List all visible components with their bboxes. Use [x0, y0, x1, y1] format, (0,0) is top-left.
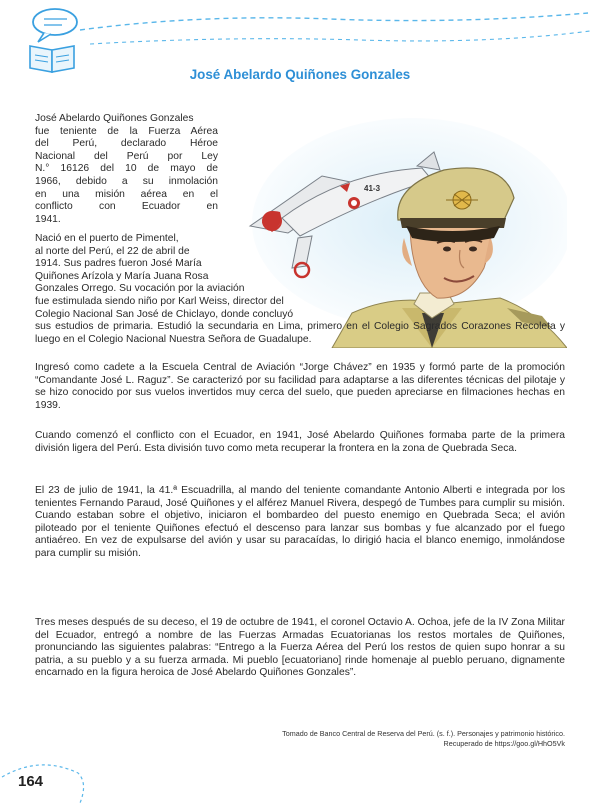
header-decoration [0, 0, 600, 75]
speech-bubble-icon [33, 9, 77, 42]
text-paragraph: El 23 de julio de 1941, la 41.ª Escuadrilla, al mando del teniente comandante Antonio Alberti e integrada por los tenientes Fernando Paraud, José Quiñones y el alférez Manuel Rivera, despegó de Tumbes para cumplir su misión. Cuando estaban sobre el objetivo, iniciaron el bombardeo del puesto enemigo en Quebrada Seca; el avión piloteado por el teniente Quiñones efectuó el descenso para lanzar sus bombas y fue alcanzado por el fuego antiaéreo. En vez de expulsarse del avión y usar su paracaídas, lo dirigió hacia el blanco enemigo, inmolándose para cumplir su misión. [35, 485, 565, 559]
text-paragraph: Ingresó como cadete a la Escuela Central de Aviación “Jorge Chávez” en 1935 y formó parte de la promoción “Comandante José L. Raguz”. Se caracterizó por su facilidad para adaptarse a las diferentes técnicas del pilotaje y se hizo conocido por sus vuelos invertidos muy cerca del suelo, que pueden apreciarse en filmaciones hechas en 1939. [35, 362, 565, 411]
text-line: 1941. [35, 213, 61, 225]
text-line: 1914. Sus padres fueron José María [35, 258, 202, 270]
page-number: 164 [18, 773, 44, 790]
text-line: 1966, debido a su inmolación [35, 175, 218, 187]
dashed-border-line [80, 13, 590, 44]
text-line: Quiñones Arízola y María Juana Rosa [35, 270, 209, 282]
text-line: Gonzales Orrego. Su vocación por la aviación [35, 283, 245, 295]
text-line: Nacional del Perú por Ley [35, 150, 218, 162]
text-line: fue teniente de la Fuerza Aérea [35, 125, 218, 137]
citation-line: Tomado de Banco Central de Reserva del Perú. (s. f.). Personajes y patrimonio histórico. [282, 729, 565, 738]
text-paragraph: sus estudios de primaria. Estudió la secundaria en Lima, primero en el Colegio Sagrados Corazones Recoleta y luego en el Colegio Nacional Nuestra Señora de Guadalupe. [35, 321, 565, 345]
source-citation [282, 729, 565, 748]
text-line: en una misión aérea en el [35, 188, 218, 200]
page-title: José Abelardo Quiñones Gonzales [189, 67, 411, 82]
text-line: Nació en el puerto de Pimentel, [35, 233, 179, 244]
text-line: al norte del Perú, el 22 de abril de [35, 245, 190, 257]
text-line: José Abelardo Quiñones Gonzales [35, 113, 194, 124]
intro-paragraph [35, 113, 218, 226]
page-number-arc [0, 755, 90, 805]
text-line: del Perú, declarado Héroe [35, 138, 218, 150]
text-line: N.° 16126 del 10 de mayo de [35, 163, 218, 175]
text-paragraph: Tres meses después de su deceso, el 19 de octubre de 1941, el coronel Octavio A. Ochoa, jefe de la IV Zona Militar del Ecuador, entregó a nombre de las Fuerzas Armadas Ecuatorianas los restos mortales de Quiñones, pronunciando las siguientes palabras: “Entrego a la Fuerza Aérea del Perú los restos de quien supo honrar a su patria, a su pueblo y a su fuerza armada. Mi pueblo [ecuatoriano] rinde homenaje al pueblo peruano, dignamente encarnado en la figura heroica de José Abelardo Quiñones Gonzales”. [35, 617, 565, 679]
citation-url: Recuperado de https://goo.gl/HhO5Vk [443, 738, 565, 748]
text-line: conflicto con Ecuador en [35, 201, 218, 213]
plane-marking: 41-3 [364, 184, 381, 193]
text-line: Colegio Nacional San José de Chiclayo, donde concluyó [35, 308, 294, 320]
text-line: fue estimulada siendo niño por Karl Weiss, director del [35, 296, 284, 307]
text-paragraph: Cuando comenzó el conflicto con el Ecuador, en 1941, José Abelardo Quiñones formaba parte de la primera división ligera del Perú. Esta división tuvo como meta recuperar la frontera en la zona de Quebrada Seca. [35, 430, 565, 454]
